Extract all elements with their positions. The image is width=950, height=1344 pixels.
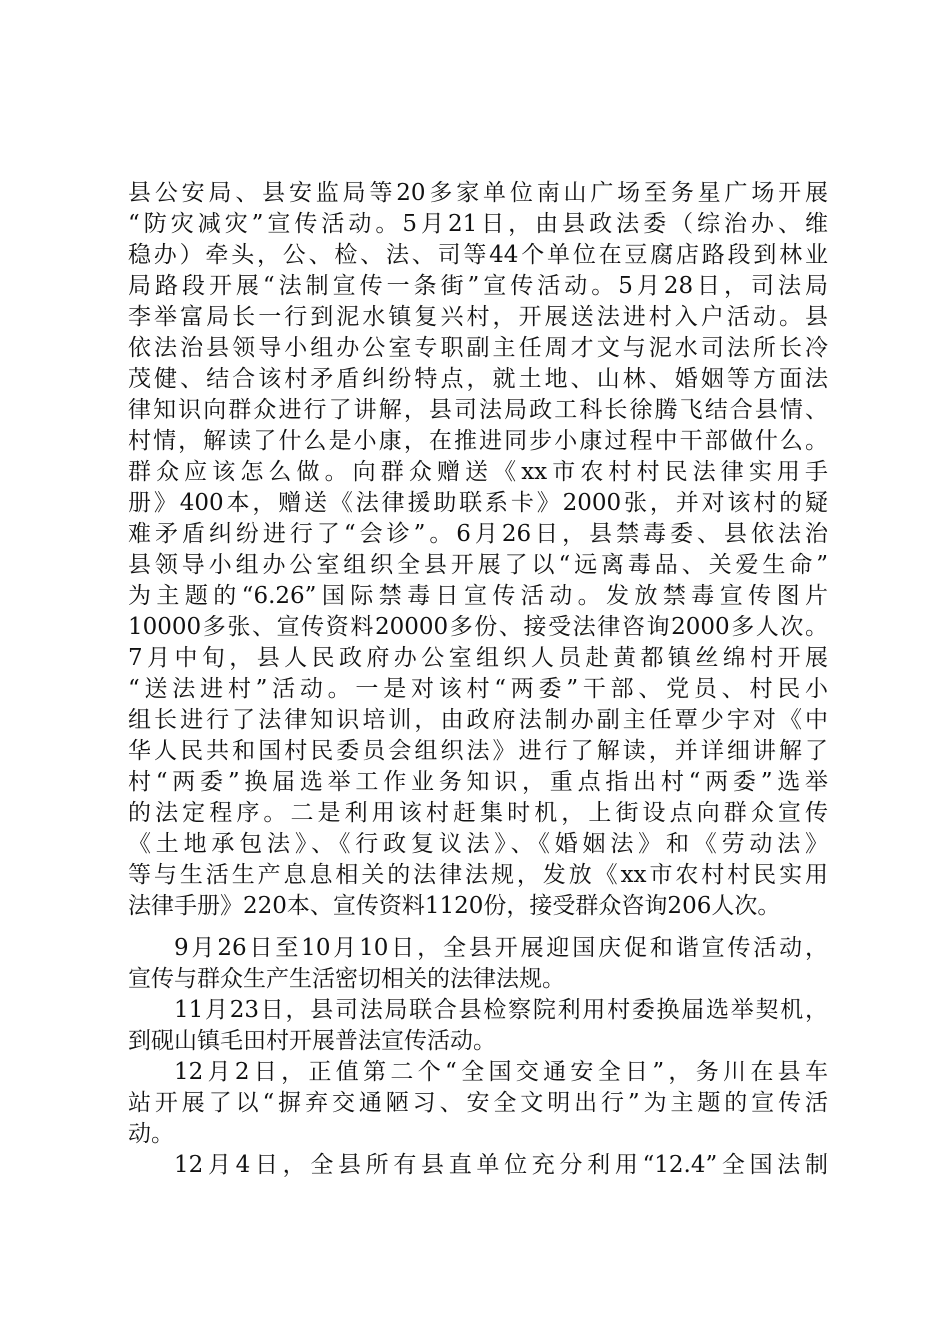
text-line: 稳办）牵头，公、检、法、司等44个单位在豆腐店路段到林业	[128, 242, 828, 268]
text-line: 县公安局、县安监局等20多家单位南山广场至务星广场开展	[128, 180, 828, 206]
text-line: 律知识向群众进行了讲解，县司法局政工科长徐腾飞结合县情、	[128, 397, 828, 423]
text-line: 难矛盾纠纷进行了“会诊”。6月26日，县禁毒委、县依法治	[128, 521, 828, 547]
text-line: 依法治县领导小组办公室专职副主任周才文与泥水司法所长冷	[128, 335, 828, 361]
text-line: 群众应该怎么做。向群众赠送《xx市农村村民法律实用手	[128, 459, 828, 485]
text-line: 县领导小组办公室组织全县开展了以“远离毒品、关爱生命”	[128, 552, 828, 578]
text-line: 村“两委”换届选举工作业务知识，重点指出村“两委”选举	[128, 769, 828, 795]
paragraph-nov-23	[128, 995, 828, 1057]
text-line: 局路段开展“法制宣传一条街”宣传活动。5月28日，司法局	[128, 273, 828, 299]
text-line: 动。	[128, 1121, 174, 1147]
text-line: 华人民共和国村民委员会组织法》进行了解读，并详细讲解了	[128, 738, 828, 764]
text-line: 等与生活生产息息相关的法律法规，发放《xx市农村村民实用	[128, 862, 828, 888]
text-line: 7月中旬，县人民政府办公室组织人员赴黄都镇丝绵村开展	[128, 645, 828, 671]
text-line: 《土地承包法》、《行政复议法》、《婚姻法》和《劳动法》	[128, 831, 828, 857]
text-line: 12月2日，正值第二个“全国交通安全日”，务川在县车	[174, 1059, 828, 1085]
paragraph-traffic-safety-day	[128, 1057, 828, 1150]
text-line: “送法进村”活动。一是对该村“两委”干部、党员、村民小	[128, 676, 828, 702]
text-line: 9月26日至10月10日，全县开展迎国庆促和谐宣传活动，	[174, 935, 828, 961]
text-line: 宣传与群众生产生活密切相关的法律法规。	[128, 966, 565, 992]
text-line: 10000多张、宣传资料20000多份、接受法律咨询2000多人次。	[128, 614, 828, 640]
text-line: 站开展了以“摒弃交通陋习、安全文明出行”为主题的宣传活	[128, 1090, 828, 1116]
text-line: 的法定程序。二是利用该村赶集时机，上街设点向群众宣传	[128, 800, 828, 826]
text-line: 村情，解读了什么是小康，在推进同步小康过程中干部做什么。	[128, 428, 828, 454]
text-line: 茂健、结合该村矛盾纠纷特点，就土地、山林、婚姻等方面法	[128, 366, 828, 392]
text-line: 到砚山镇毛田村开展普法宣传活动。	[128, 1028, 496, 1054]
paragraphs-sept-dec	[128, 933, 828, 1181]
text-line: 为主题的“6.26”国际禁毒日宣传活动。发放禁毒宣传图片	[128, 583, 828, 609]
text-line: “防灾减灾”宣传活动。5月21日，由县政法委（综治办、维	[128, 211, 828, 237]
text-line: 李举富局长一行到泥水镇复兴村，开展送法进村入户活动。县	[128, 304, 828, 330]
text-line: 组长进行了法律知识培训，由政府法制办副主任覃少宇对《中	[128, 707, 828, 733]
paragraph-activities-may-july	[128, 178, 828, 922]
paragraph-legal-day	[128, 1150, 828, 1181]
text-line: 册》400本，赠送《法律援助联系卡》2000张，并对该村的疑	[128, 490, 828, 516]
paragraph-national-day	[128, 933, 828, 995]
text-line: 法律手册》220本、宣传资料1120份，接受群众咨询206人次。	[128, 893, 781, 919]
text-line: 11月23日，县司法局联合县检察院利用村委换届选举契机，	[174, 997, 828, 1023]
text-line: 12月4日，全县所有县直单位充分利用“12.4”全国法制	[174, 1152, 828, 1178]
